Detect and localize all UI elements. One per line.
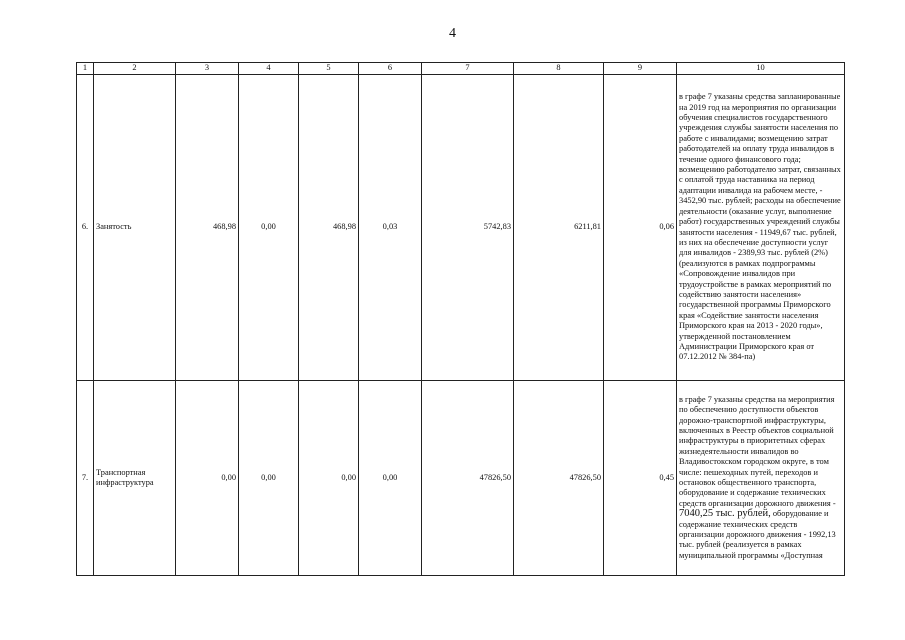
row-number: 6. xyxy=(77,75,94,381)
cell-col-8: 6211,81 xyxy=(514,75,604,381)
column-header: 8 xyxy=(514,63,604,75)
row-name: Транспортная инфраструктура xyxy=(94,381,176,576)
cell-col-8: 47826,50 xyxy=(514,381,604,576)
note-part: оборудование и содержание технических средств организации дорожного движения - 1992,13 тыс. рублей (реализуется в рамках муниципальной программы «Доступная xyxy=(679,509,836,560)
note-part: в графе 7 указаны средства на мероприятия по обеспечению доступности объектов дорожно-транспортной инфраструктуры, включенных в Реестр объектов социальной инфраструктуры в приоритетных сферах жизнедеятельности инвалидов во Владивостокском городском округе, в том числе: пешеходных путей, переходов и остановок общественного транспорта, оборудование и содержание технических средств организации дорожного движения - xyxy=(679,394,836,508)
column-header: 10 xyxy=(677,63,845,75)
column-header: 9 xyxy=(604,63,677,75)
row-note: в графе 7 указаны средства запланированные на 2019 год на мероприятия по организации обучения специалистов государственного учреждения службы занятости населения по работе с инвалидами; возмещению затрат работодателей на оплату труда инвалидов в течение одного финансового года; возмещению работодателю затрат, связанных с оплатой труда наставника на период адаптации инвалида на рабочем месте, - 3452,90 тыс. рублей; расходы на обеспечение деятельности (оказание услуг, выполнение работ) государственных учреждений службы занятости населения - 11949,67 тыс. рублей, из них на обеспечение доступности услуг для инвалидов - 2389,93 тыс. рублей (2%) (реализуются в рамках подпрограммы «Сопровождение инвалидов при трудоустройстве в рамках мероприятий по содействию занятости населения» государственной программы Приморского края «Содействие занятости населения Приморского края на 2013 - 2020 годы», утвержденной постановлением Администрации Приморского края от 07.12.2012 № 384-па) xyxy=(677,75,845,381)
column-header: 5 xyxy=(299,63,359,75)
cell-col-7: 5742,83 xyxy=(422,75,514,381)
cell-col-3: 468,98 xyxy=(176,75,239,381)
cell-col-6: 0,00 xyxy=(359,381,422,576)
table-row xyxy=(77,381,845,576)
cell-col-9: 0,45 xyxy=(604,381,677,576)
note-amount: 7040,25 тыс. рублей, xyxy=(679,508,771,520)
cell-col-6: 0,03 xyxy=(359,75,422,381)
row-name: Занятость xyxy=(94,75,176,381)
table-header-row xyxy=(77,63,845,75)
cell-col-7: 47826,50 xyxy=(422,381,514,576)
row-note xyxy=(677,381,845,576)
column-header: 2 xyxy=(94,63,176,75)
column-header: 1 xyxy=(77,63,94,75)
column-header: 6 xyxy=(359,63,422,75)
table-row xyxy=(77,75,845,381)
cell-col-5: 0,00 xyxy=(299,381,359,576)
cell-col-3: 0,00 xyxy=(176,381,239,576)
data-table xyxy=(76,62,845,576)
row-number: 7. xyxy=(77,381,94,576)
cell-col-9: 0,06 xyxy=(604,75,677,381)
page-number: 4 xyxy=(449,26,456,41)
cell-col-5: 468,98 xyxy=(299,75,359,381)
column-header: 3 xyxy=(176,63,239,75)
cell-col-4: 0,00 xyxy=(239,75,299,381)
column-header: 7 xyxy=(422,63,514,75)
cell-col-4: 0,00 xyxy=(239,381,299,576)
column-header: 4 xyxy=(239,63,299,75)
